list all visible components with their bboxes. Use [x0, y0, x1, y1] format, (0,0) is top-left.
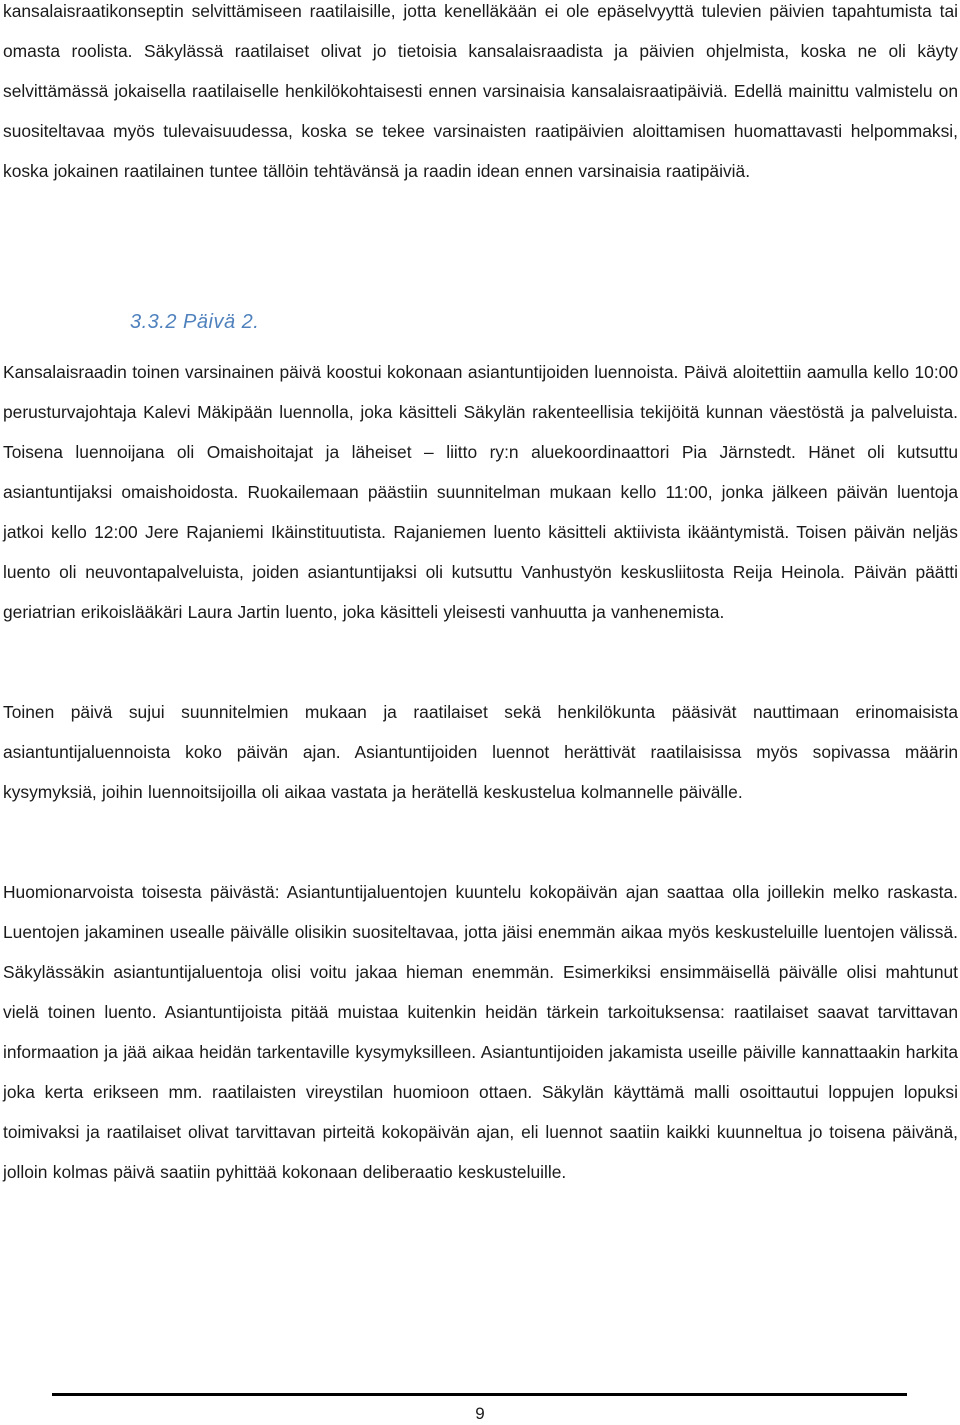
body-paragraph-4: Huomionarvoista toisesta päivästä: Asiantuntijaluentojen kuuntelu kokopäivän ajan saattaa olla joillekin melko raskasta. Luentojen jakaminen usealle päivälle olisikin suositeltavaa, jotta jäisi enemmän aikaa myös keskusteluille luentojen välissä. Säkylässäkin asiantuntijaluentoja olisi voitu jakaa hieman enemmän. Esimerkiksi ensimmäisellä päivälle olisi mahtunut vielä toinen luento. Asiantuntijoista pitää muistaa kuitenkin heidän tärkein tarkoituksensa: raatilaiset saavat tarvittavan informaation ja jää aikaa heidän tarkentaville kysymyksilleen. Asiantuntijoiden jakamista useille päiville kannattaakin harkita joka kerta erikseen mm. raatilaisten vireystilan huomioon ottaen. Säkylän käyttämä malli osoittautui loppujen lopuksi toimivaksi ja raatilaiset olivat tarvittavan pirteitä kokopäivän ajan, eli luennot saatiin kaikki kuunneltua jo toisena päivänä, jolloin kolmas päivä saatiin pyhittää kokonaan deliberaatio keskusteluille. — [3, 882, 958, 1182]
body-paragraph-3: Toinen päivä sujui suunnitelmien mukaan ja raatilaiset sekä henkilökunta pääsivät nauttimaan erinomaisista asiantuntijaluennoista koko päivän ajan. Asiantuntijoiden luennot herättivät raatilaisissa myös sopivassa määrin kysymyksiä, joihin luennoitsijoilla oli aikaa vastata ja herätellä keskustelua kolmannelle päivälle. — [3, 702, 958, 802]
body-paragraph-1: kansalaisraatikonseptin selvittämiseen raatilaisille, jotta kenelläkään ei ole epäselvyyttä tulevien päivien tapahtumista tai omasta roolista. Säkylässä raatilaiset olivat jo tietoisia kansalaisraadista ja päivien ohjelmista, koska ne oli käyty selvittämässä jokaisella raatilaiselle henkilökohtaisesti ennen varsinaisia kansalaisraatipäiviä. Edellä mainittu valmistelu on suositeltavaa myös tulevaisuudessa, koska se tekee varsinaisten raatipäivien aloittamisen huomattavasti helpommaksi, koska jokainen raatilainen tuntee tällöin tehtävänsä ja raadin idean ennen varsinaisia raatipäiviä. — [3, 1, 958, 181]
section-heading: 3.3.2 Päivä 2. — [130, 311, 260, 333]
page-number: 9 — [475, 1404, 485, 1423]
footer-divider — [52, 1393, 907, 1396]
body-paragraph-2: Kansalaisraadin toinen varsinainen päivä koostui kokonaan asiantuntijoiden luennoista. Päivä aloitettiin aamulla kello 10:00 perusturvajohtaja Kalevi Mäkipään luennolla, joka käsitteli Säkylän rakenteellisia tekijöitä kunnan väestöstä ja palveluista. Toisena luennoijana oli Omaishoitajat ja läheiset – liitto ry:n aluekoordinaattori Pia Järnstedt. Hänet oli kutsuttu asiantuntijaksi omaishoidosta. Ruokailemaan päästiin suunnitelman mukaan kello 11:00, jonka jälkeen päivän luentoja jatkoi kello 12:00 Jere Rajaniemi Ikäinstituutista. Rajaniemen luento käsitteli aktiivista ikääntymistä. Toisen päivän neljäs luento oli neuvontapalveluista, joiden asiantuntijaksi oli kutsuttu Vanhustyön keskusliitosta Reija Heinola. Päivän päätti geriatrian erikoislääkäri Laura Jartin luento, joka käsitteli yleisesti vanhuutta ja vanhenemista. — [3, 362, 958, 622]
